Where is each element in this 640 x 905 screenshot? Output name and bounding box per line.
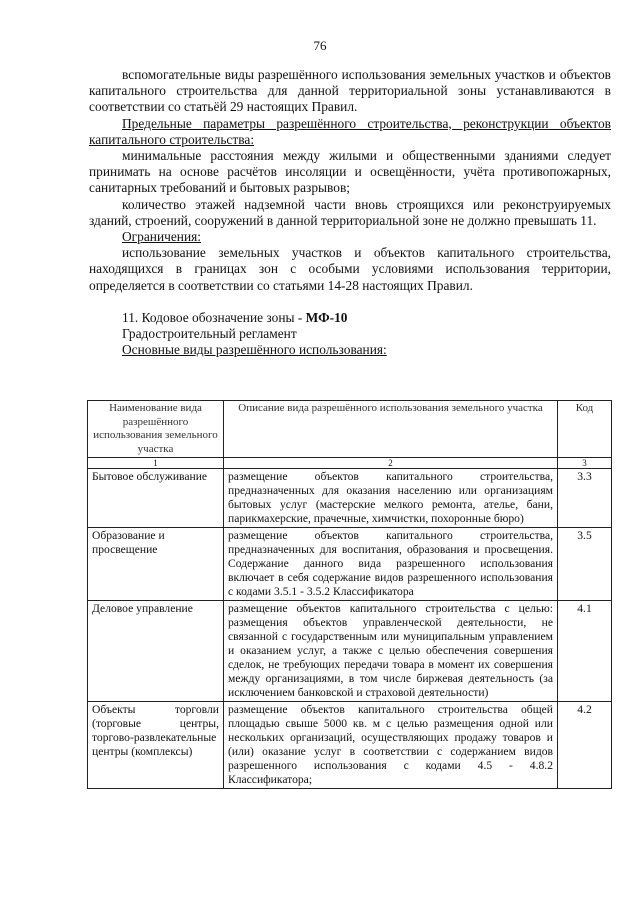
- use-code: 4.1: [558, 601, 612, 702]
- header-use-name: Наименование вида разрешённого использования земельного участка: [88, 401, 224, 458]
- main-uses-heading-text: Основные виды разрешённого использования:: [122, 342, 387, 358]
- zone-title-prefix: 11. Кодовое обозначение зоны -: [122, 309, 306, 325]
- page-number: 76: [313, 38, 327, 53]
- use-code: 3.5: [558, 528, 612, 601]
- use-name: Бытовое обслуживание: [88, 469, 224, 528]
- use-description: размещение объектов капитального строительства, предназначенных для оказания населению или организациям бытовых услуг (мастерские мелкого ремонта, ателье, бани, парикмахерские, прачечные, химчистки, похоронные бюро): [224, 469, 558, 528]
- paragraph-restrictions: использование земельных участков и объектов капитального строительства, находящихся в границах зон с особыми условиями использования территории, определяется в соответствии со статьями 14-28 настоящих Правил.: [89, 245, 611, 293]
- zone-title: [89, 310, 611, 326]
- paragraph-auxiliary-uses: вспомогательные виды разрешённого использования земельных участков и объектов капитального строительства для данной территориальной зоны устанавливаются в соответствии со статьёй 29 настоящих Правил.: [89, 67, 611, 115]
- table-row: [88, 702, 612, 789]
- table-row: [88, 601, 612, 702]
- header-use-description: Описание вида разрешённого использования земельного участка: [224, 401, 558, 458]
- use-description: размещение объектов капитального строительства, предназначенных для воспитания, образования и просвещения. Содержание данного вида разрешенного использования включает в себя содержание видов разрешенного использования с кодами 3.5.1 - 3.5.2 Классификатора: [224, 528, 558, 601]
- column-number: 2: [224, 458, 558, 469]
- table-row: [88, 469, 612, 528]
- column-number: 3: [558, 458, 612, 469]
- zone-regulation: Градостроительный регламент: [122, 326, 297, 342]
- paragraph-floor-limit: количество этажей надземной части вновь строящихся или реконструируемых зданий, строений, сооружений в данной территориальной зоне не должно превышать 11.: [89, 196, 611, 228]
- use-code: 4.2: [558, 702, 612, 789]
- use-name: Образование и просвещение: [88, 528, 224, 601]
- use-description: размещение объектов капитального строительства общей площадью свыше 5000 кв. м с целью размещения одной или нескольких организаций, осуществляющих продажу товаров и (или) оказание услуг в соответствии с содержанием видов разрешенного использования с кодами 4.5 - 4.8.2 Классификатора;: [224, 702, 558, 789]
- use-code: 3.3: [558, 469, 612, 528]
- use-description: размещение объектов капитального строительства с целью: размещения объектов управленческой деятельности, не связанной с государственным или муниципальным управлением и оказанием услуг, а также с целью обеспечения совершения сделок, не требующих передачи товара в момент их совершения между организациями, в том числе биржевая деятельность (за исключением банковской и страховой деятельности): [224, 601, 558, 702]
- document-body: [89, 67, 611, 358]
- column-number: 1: [88, 458, 224, 469]
- column-number-row: [88, 458, 612, 469]
- restrictions-heading-text: Ограничения:: [122, 229, 202, 245]
- table-header-row: [88, 401, 612, 458]
- header-code: Код: [558, 401, 612, 458]
- main-uses-heading: [89, 342, 611, 358]
- restrictions-heading: [89, 229, 611, 245]
- use-name: Объекты торговли (торговые центры, торгово-развлекательные центры (комплексы): [88, 702, 224, 789]
- permitted-uses-table: [87, 400, 612, 789]
- limits-heading: Предельные параметры разрешённого строительства, реконструкции объектов капитального строительства:: [89, 115, 611, 147]
- paragraph-min-distances: минимальные расстояния между жилыми и общественными зданиями следует принимать на основе расчётов инсоляции и освещённости, учёта противопожарных, санитарных требований и бытовых разрывов;: [89, 148, 611, 196]
- table-row: [88, 528, 612, 601]
- use-name: Деловое управление: [88, 601, 224, 702]
- zone-code: МФ-10: [305, 309, 348, 325]
